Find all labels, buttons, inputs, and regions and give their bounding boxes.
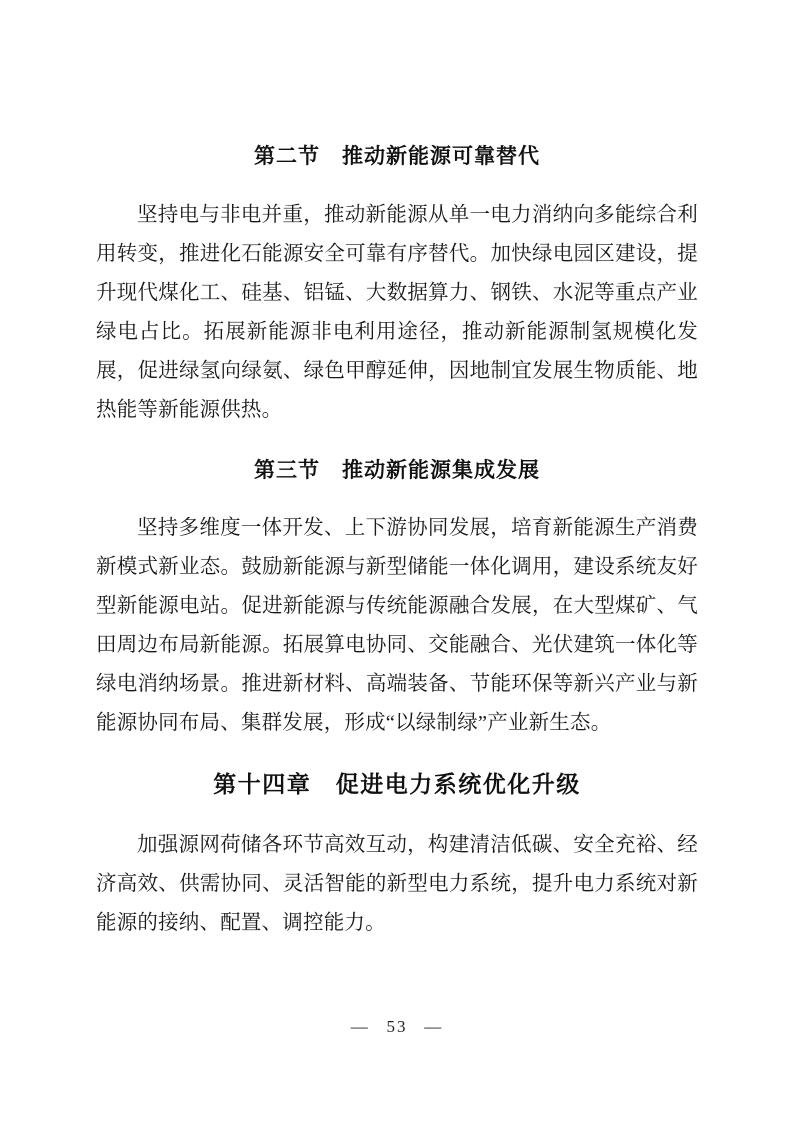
section-heading-3: 第三节 推动新能源集成发展 [254, 457, 540, 482]
footer-right-dash: — [424, 1017, 444, 1036]
chapter-heading-14: 第十四章 促进电力系统优化升级 [213, 772, 581, 798]
paragraph-chapter-14-1: 加强源网荷储各环节高效互动，构建清洁低碳、安全充裕、经济高效、供需协同、灵活智能的新型电力系统，提升电力系统对新能源的接纳、配置、调控能力。 [96, 833, 698, 934]
section-heading-2: 第二节 推动新能源可靠替代 [254, 144, 540, 168]
page-number: 53 [386, 1017, 408, 1036]
paragraph-section-2-1: 坚持电与非电并重，推动新能源从单一电力消纳向多能综合利用转变，推进化石能源安全可靠有序替代。加快绿电园区建设，提升现代煤化工、硅基、铝锰、大数据算力、钢铁、水泥等重点产业绿电占比。拓展新能源非电利用途径，推动新能源制氢规模化发展，促进绿氢向绿氨、绿色甲醇延伸，因地制宜发展生物质能、地热能等新能源供热。 [96, 203, 698, 421]
document-body [96, 140, 698, 943]
page-footer [0, 1017, 794, 1037]
paragraph-section-3-1: 坚持多维度一体开发、上下游协同发展，培育新能源生产消费新模式新业态。鼓励新能源与新型储能一体化调用，建设系统友好型新能源电站。促进新能源与传统能源融合发展，在大型煤矿、气田周边布局新能源。拓展算电协同、交能融合、光伏建筑一体化等绿电消纳场景。推进新材料、高端装备、节能环保等新兴产业与新能源协同布局、集群发展，形成“以绿制绿”产业新生态。 [96, 517, 698, 735]
footer-left-dash: — [350, 1017, 370, 1036]
